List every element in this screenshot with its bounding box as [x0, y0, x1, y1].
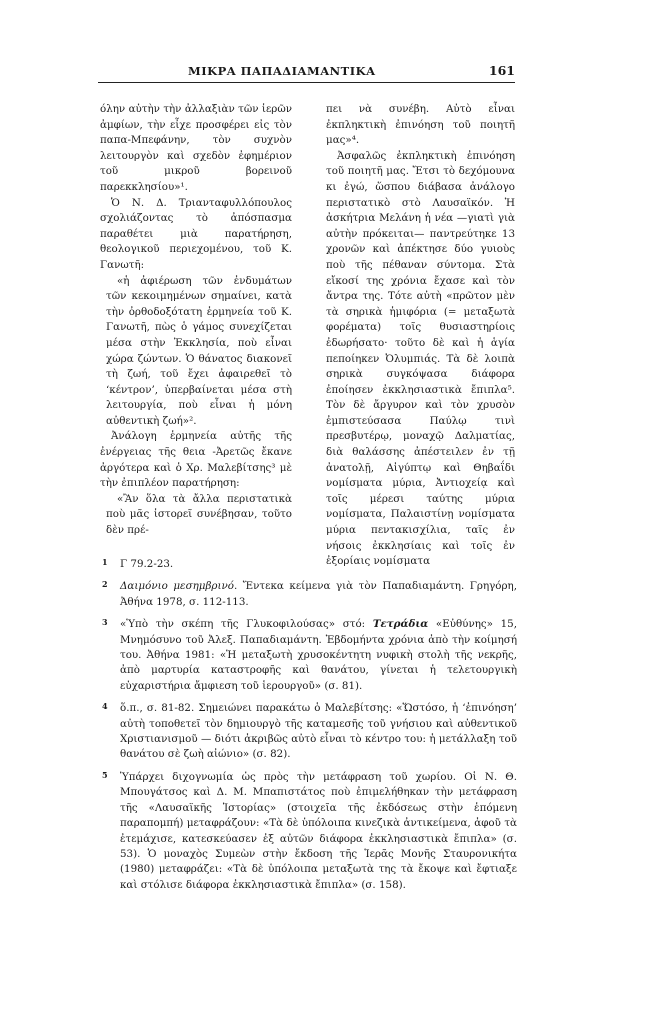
- paragraph: Ὁ Ν. Δ. Τριανταφυλλόπουλος σχολιάζοντας τὸ ἀπόσπασμα παραθέτει μιὰ παρατήρηση, θεολογικοῦ περιεχομένου, τοῦ Κ. Γανωτῆ:: [100, 196, 292, 271]
- page-number: 161: [488, 63, 515, 78]
- footnote-text: ὅ.π., σ. 81-82. Σημειώνει παρακάτω ὁ Μαλεβίτσης: «Ὥστόσο, ἡ ‘ἐπινόηση’ αὐτὴ τοποθετεῖ τὸν δημιουργὸ τῆς καταμεσῆς τοῦ γνήσιου καὶ αὐθεντικοῦ Χριστιανισμοῦ — διότι ἀκριβῶς αὐτὸ εἶναι τὸ κέντρο του: ἡ μετάλλαξη τοῦ θανάτου σὲ ζωὴ αἰώνιο» (σ. 82).: [120, 702, 517, 761]
- footnote: [98, 617, 517, 694]
- footnote: [98, 701, 517, 763]
- block-quote: «ἡ ἀφιέρωση τῶν ἐνδυμάτων τῶν κεκοιμημένων σημαίνει, κατὰ τὴν ὀρθοδοξότατη ἑρμηνεία τοῦ Κ. Γανωτῆ, πὼς ὁ γάμος συνεχίζεται μέσα στὴν Ἐκκλησία, ποὺ εἶναι χώρα ζώντων. Ὁ θάνατος διακονεῖ τὴ ζωή, τοῦ ἔχει ἀφαιρεθεῖ τὸ ‘κέντρον’, ὑπερβαίνεται μέσα στὴ λειτουργία, ποὺ εἶναι ἡ μόνη αὐθεντικὴ ζωή»².: [106, 274, 292, 427]
- footnote-title: Δαιμόνιο μεσημβρινό.: [120, 580, 238, 593]
- footnote: [98, 770, 517, 893]
- footnote-text: Ὑπάρχει διχογνωμία ὡς πρὸς τὴν μετάφραση τοῦ χωρίου. Οἱ Ν. Θ. Μπουγάτσος καὶ Δ. Μ. Μπαπιστάτος ποὺ ἐπιμελήθηκαν τὴν μετάφραση τῆς «Λαυσαϊκῆς Ἱστορίας» (στοιχεῖα τῆς ἐκδόσεως στὴν ἑπόμενη παραπομπή) μεταφράζουν: «Τὰ δὲ ὑπόλοιπα κινεζικὰ ἀντικείμενα, ἀφοῦ τὰ ἐτεμάχισε, κατεσκεύασεν ἐξ αὐτῶν διάφορα ἐκκλησιαστικὰ ἔπιπλα» (σ. 53). Ὁ μοναχὸς Συμεὼν στὴν ἔκδοση τῆς Ἱερᾶς Μονῆς Σταυρονικήτα (1980) μεταφράζει: «Τὰ δὲ ὑπόλοιπα μεταξωτὰ της τὰ ἔκοψε καὶ ἔφτιαξε καὶ στόλισε διάφορα ἐκκλησιαστικὰ ἔπιπλα» (σ. 158).: [120, 770, 517, 891]
- footnote-text: Ἔντεκα κείμενα γιὰ τὸν Παπαδιαμάντη. Γρηγόρη, Ἀθήνα 1978, σ. 112-113.: [120, 580, 517, 608]
- footnote-text: Γ 79.2-23.: [120, 558, 174, 570]
- running-header: [98, 62, 515, 83]
- running-title: ΜΙΚΡΑ ΠΑΠΑΔΙΑΜΑΝΤΙΚΑ: [188, 64, 376, 78]
- footnotes: [98, 557, 517, 900]
- footnote-number: 5: [102, 769, 108, 780]
- footnote-text: «Εὐθύνης» 15, Μνημόσυνο τοῦ Ἀλεξ. Παπαδιαμάντη. Ἑβδομήντα χρόνια ἀπὸ τὴν κοίμησή του. Ἀθήνα 1981: «Ἡ μεταξωτὴ χρυσοκέντητη νυφικὴ στολὴ τῆς νεκρῆς, ἀπὸ μαρτυρία καταστροφῆς καὶ θανάτου, γίνεται ἡ τελετουργικὴ εὐχαριστήρια ἄμφιεση τοῦ ἱερουργοῦ» (σ. 81).: [120, 618, 517, 692]
- left-column: [100, 102, 292, 539]
- footnote-text-lead: «Ὑπὸ τὴν σκέπη τῆς Γλυκοφιλούσας» στό:: [120, 618, 373, 631]
- footnote-number: 4: [102, 701, 108, 712]
- footnote: [98, 579, 517, 610]
- paragraph: Ἀσφαλῶς ἐκπληκτικὴ ἐπινόηση τοῦ ποιητῆ μας. Ἔτσι τὸ δεχόμουνα κι ἐγώ, ὥσπου διάβασα ἀνάλογο περιστατικὸ στὸ Λαυσαϊκόν. Ἡ ἀσκήτρια Μελάνη ἡ νέα —γιατὶ γιὰ αὐτὴν πρόκειται— παντρεύτηκε 13 χρονῶν καὶ ἀπέκτησε δύο γυιοὺς ποὺ τῆς πέθαναν σύντομα. Στὰ εἴκοσί της χρόνια ἔχασε καὶ τὸν ἄντρα της. Τότε αὐτὴ «πρῶτον μὲν τὰ σηρικὰ ἡμιφόρια (= μεταξωτὰ φορέματα) τοῖς θυσιαστηρίοις ἐδωρήσατο· τοῦτο δὲ καὶ ἡ ἁγία πεποίηκεν Ὀλυμπιάς. Τὰ δὲ λοιπὰ σηρικὰ συγκόψασα διάφορα ἐποίησεν ἐκκλησιαστικὰ ἔπιπλα⁵. Τὸν δὲ ἄργυρον καὶ τὸν χρυσὸν ἐμπιστεύσασα Παύλῳ τινὶ πρεσβυτέρῳ, μοναχῷ Δαλματίας, διὰ θαλάσσης ἀπέστειλεν ἐν τῇ ἀνατολῇ, Αἰγύπτῳ καὶ Θηβαΐδι νομίσματα μύρια, Ἀντιοχείᾳ καὶ τοῖς μέρεσι ταύτης μύρια νομίσματα, Παλαιστίνῃ νομίσματα μύρια πεντακισχίλια, ταῖς ἐν νήσοις ἐκκλησίαις καὶ τοῖς ἐν ἐξορίαις νομίσματα: [326, 149, 515, 568]
- right-column: [326, 102, 515, 570]
- footnote-number: 1: [102, 557, 108, 567]
- footnote-number: 3: [102, 617, 108, 628]
- paragraph: πει νὰ συνέβη. Αὐτὸ εἶναι ἐκπληκτικὴ ἐπινόηση τοῦ ποιητῆ μας»⁴.: [326, 103, 515, 147]
- block-quote: «Ἂν ὅλα τὰ ἄλλα περιστατικὰ ποὺ μᾶς ἱστορεῖ συνέβησαν, τοῦτο δὲν πρέ-: [106, 492, 292, 537]
- paragraph: Ἀνάλογη ἑρμηνεία αὐτῆς τῆς ἐνέργειας τῆς θεια -Ἀρετῶς ἔκανε ἀργότερα καὶ ὁ Χρ. Μαλεβίτσης³ μὲ τὴν ἐπιπλέον παρατήρηση:: [100, 430, 292, 490]
- footnote: [98, 557, 517, 572]
- footnote-number: 2: [102, 579, 108, 590]
- footnote-journal-title: Τετράδια: [372, 618, 429, 631]
- paragraph: όλην αὐτὴν τὴν ἀλλαξιὰν τῶν ἱερῶν ἀμφίων, τὴν εἶχε προσφέρει εἰς τὸν παπα-Μπεφάνην, τὸν συχνὸν λειτουργὸν καὶ σχεδὸν ἐφημέριον τοῦ μικροῦ βορεινοῦ παρεκκλησίου»¹.: [100, 103, 292, 193]
